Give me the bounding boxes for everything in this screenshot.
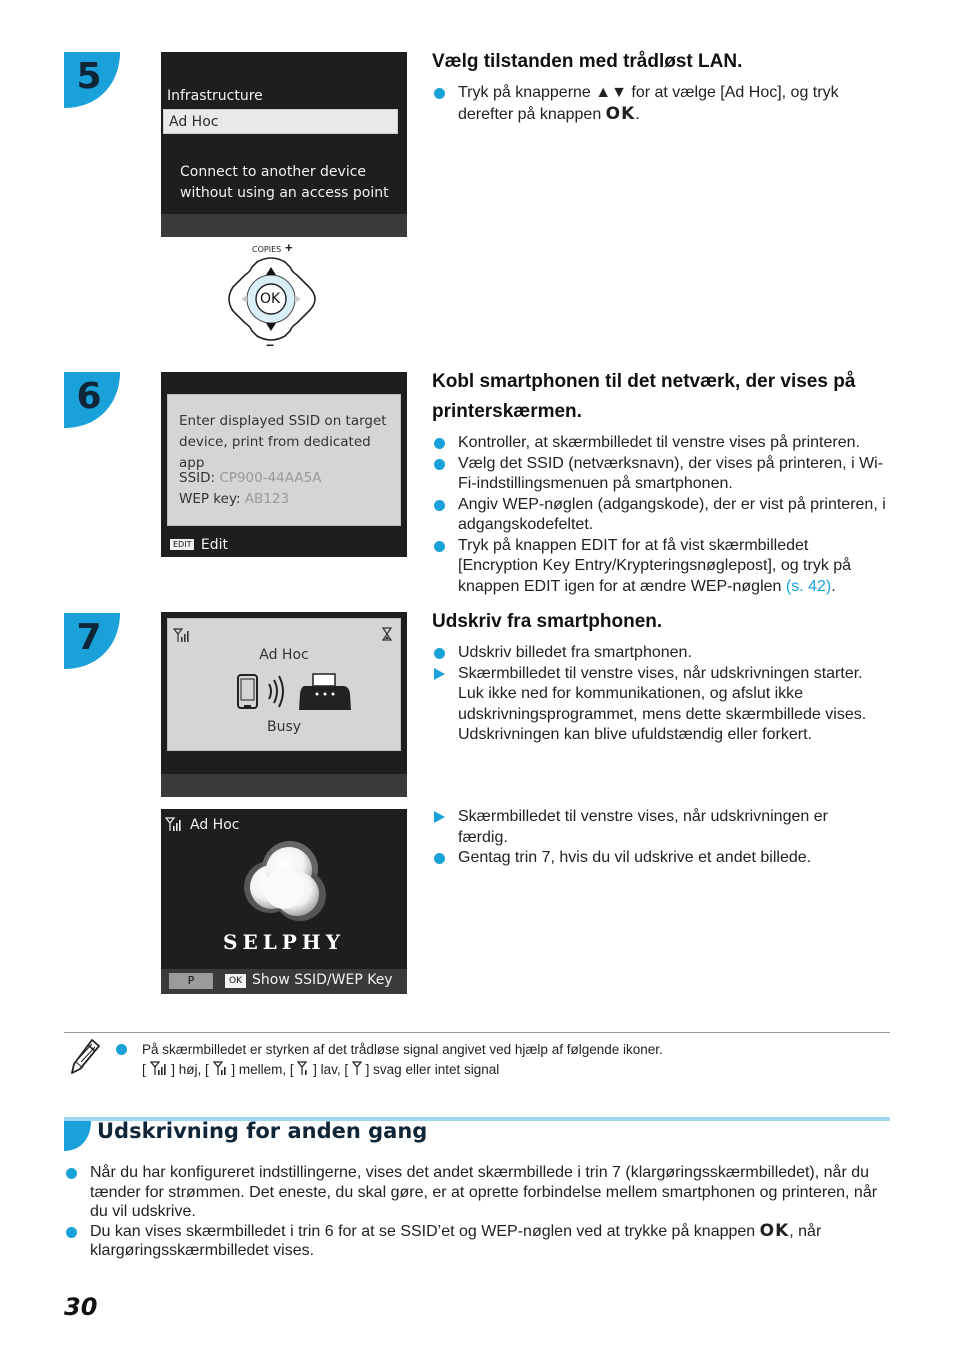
signal-medium-icon bbox=[213, 1061, 228, 1076]
step-6-bullets bbox=[432, 433, 892, 597]
step-5-heading: Vælg tilstanden med trådløst LAN. bbox=[432, 51, 743, 72]
step-number: 6 bbox=[76, 376, 102, 417]
p-badge: P bbox=[169, 973, 213, 989]
edit-label: Edit bbox=[200, 537, 229, 553]
heading-line2: printerskærmen. bbox=[432, 401, 582, 422]
note-bullet-dot bbox=[116, 1044, 127, 1055]
busy-title: Ad Hoc bbox=[259, 647, 309, 663]
signal-medium-text: ] mellem, [ bbox=[231, 1062, 294, 1077]
phone-to-printer-icon bbox=[235, 672, 355, 716]
screen-bottom-bar bbox=[161, 969, 407, 994]
bullet-text-end: . bbox=[831, 577, 836, 595]
pencil-note-icon bbox=[68, 1037, 102, 1077]
section-title: Udskrivning for anden gang bbox=[97, 1119, 428, 1143]
instruction-line2: device, print from dedicated app bbox=[179, 434, 371, 471]
step-6-heading bbox=[432, 367, 902, 427]
mode-description-line1: Connect to another device bbox=[180, 164, 367, 180]
wep-value: AB123 bbox=[244, 491, 290, 507]
printer-screen-mode-select bbox=[161, 52, 407, 237]
wep-row bbox=[179, 489, 289, 510]
step-7-bullets-a bbox=[432, 643, 892, 746]
list-item: Kontroller, at skærmbilledet til venstre vises på printeren. bbox=[432, 433, 892, 454]
ok-badge: OK bbox=[225, 974, 246, 988]
bracket-open: [ bbox=[142, 1062, 150, 1077]
list-item: Angiv WEP-nøglen (adgangskode), der er vist på printeren, i adgangskodefeltet. bbox=[432, 495, 892, 536]
edit-bar bbox=[170, 537, 228, 553]
screen-bottom-bar bbox=[161, 214, 407, 237]
signal-none-text: ] svag eller intet signal bbox=[365, 1062, 500, 1077]
page-number: 30 bbox=[64, 1293, 98, 1321]
section-bullets bbox=[64, 1163, 890, 1261]
bullet-text-end: . bbox=[635, 105, 640, 123]
heading-line1: Kobl smartphonen til det netværk, der vises på bbox=[432, 371, 856, 392]
hourglass-icon bbox=[382, 627, 392, 641]
list-item: Når du har konfigureret indstillingerne, vises det andet skærmbillede i trin 7 (klargøringsskærmbilledet), når du tænder for strømmen. Det eneste, du skal gøre, er at oprette forbindelse mellem smartphonen og printeren, når du vil udskrive. bbox=[64, 1163, 890, 1222]
ssid-label: SSID: bbox=[179, 470, 216, 486]
list-item bbox=[432, 536, 892, 598]
list-item: Gentag trin 7, hvis du vil udskrive et andet billede. bbox=[432, 848, 872, 869]
screen-bottom-bar bbox=[161, 774, 407, 797]
step-7-heading: Udskriv fra smartphonen. bbox=[432, 611, 663, 632]
ok-button-label: OK bbox=[260, 291, 281, 307]
step-6-badge bbox=[64, 372, 120, 428]
list-item: Skærmbilledet til venstre vises, når udskrivningen starter. Luk ikke ned for kommunikationen, og afslut ikke udskrivningsprogrammet, mens dette skærmbillede vises. Udskrivningen kan blive ufuldstændig eller forkert. bbox=[432, 664, 892, 746]
wep-label: WEP key: bbox=[179, 491, 241, 507]
printer-screen-ssid bbox=[161, 372, 407, 557]
bullet-text-end: , når klargøringsskærmbilledet vises. bbox=[90, 1222, 822, 1259]
plus-label: + bbox=[285, 240, 293, 255]
note-divider bbox=[64, 1032, 890, 1033]
signal-low-text: ] lav, [ bbox=[313, 1062, 349, 1077]
menu-item-infrastructure: Infrastructure bbox=[167, 88, 263, 104]
bullet-text: Du kan vises skærmbilledet i trin 6 for at se SSID’et og WEP-nøglen ved at trykke på knappen bbox=[90, 1222, 760, 1240]
ssid-row bbox=[179, 468, 321, 489]
bullet-text: Tryk på knapperne ▲▼ for at vælge [Ad Hoc], og tryk derefter på knappen bbox=[458, 84, 839, 123]
note-text: På skærmbilledet er styrken af det trådløse signal angivet ved hjælp af følgende ikoner. bbox=[142, 1042, 663, 1057]
selphy-cloud-logo-icon bbox=[234, 839, 334, 929]
edit-badge: EDIT bbox=[170, 539, 194, 550]
selphy-brand: SELPHY bbox=[223, 930, 345, 954]
step-5-bullets bbox=[432, 83, 892, 125]
step-number: 5 bbox=[76, 56, 102, 97]
signal-high-icon bbox=[150, 1061, 168, 1076]
step-number: 7 bbox=[76, 617, 102, 658]
busy-status: Busy bbox=[266, 719, 302, 735]
list-item bbox=[64, 1222, 890, 1261]
instruction-line1: Enter displayed SSID on target bbox=[179, 413, 387, 429]
page-reference-link[interactable]: (s. 42) bbox=[785, 577, 832, 595]
show-ssid-label: Show SSID/WEP Key bbox=[252, 972, 393, 988]
note-line2 bbox=[116, 1060, 886, 1080]
ready-title: Ad Hoc bbox=[190, 817, 240, 833]
minus-label: − bbox=[266, 337, 275, 353]
menu-item-ad-hoc-selected: Ad Hoc bbox=[163, 109, 398, 134]
signal-high-icon bbox=[165, 816, 183, 832]
mode-description-line2: without using an access point bbox=[180, 185, 389, 201]
bullet-text: Tryk på knappen EDIT for at få vist skærmbilledet [Encryption Key Entry/Krypteringsnøglepost], og tryk på knappen EDIT igen for at ændre WEP-nøglen bbox=[458, 536, 852, 595]
signal-high-icon bbox=[173, 627, 191, 643]
busy-panel bbox=[167, 618, 401, 751]
list-item: Udskriv billedet fra smartphonen. bbox=[432, 643, 892, 664]
step-5-badge bbox=[64, 52, 120, 108]
list-item: Vælg det SSID (netværksnavn), der vises på printeren, i Wi-Fi-indstillingsmenuen på smartphonen. bbox=[432, 454, 892, 495]
controller-illustration bbox=[222, 242, 322, 354]
ssid-info-panel bbox=[167, 394, 401, 526]
step-7-badge bbox=[64, 613, 120, 669]
list-item: Skærmbilledet til venstre vises, når udskrivningen er færdig. bbox=[432, 807, 872, 848]
note-line1 bbox=[116, 1040, 886, 1060]
note-block bbox=[116, 1040, 886, 1080]
ssid-value: CP900-44AA5A bbox=[219, 470, 322, 486]
section-marker-shape bbox=[64, 1121, 91, 1151]
signal-none-icon bbox=[352, 1061, 362, 1076]
signal-high-text: ] høj, [ bbox=[171, 1062, 209, 1077]
step-7-bullets-b bbox=[432, 807, 872, 869]
ok-button-glyph: OK bbox=[759, 1220, 790, 1241]
printer-screen-ready bbox=[161, 809, 407, 994]
ok-button-glyph: OK bbox=[605, 103, 636, 124]
printer-screen-busy bbox=[161, 612, 407, 797]
copies-label: COPIES bbox=[252, 245, 282, 254]
signal-low-icon bbox=[297, 1061, 309, 1076]
list-item bbox=[432, 83, 892, 125]
